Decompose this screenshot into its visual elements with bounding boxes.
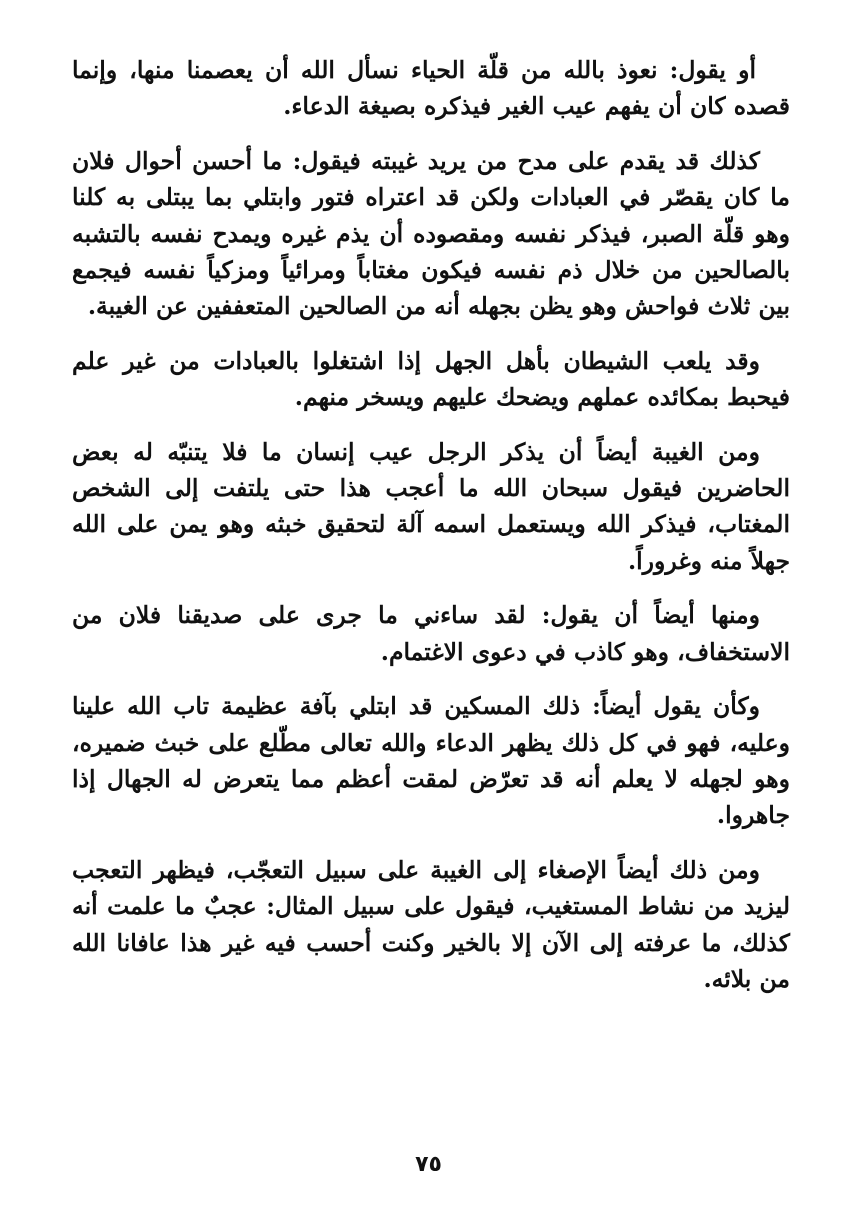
paragraph-4: ومن الغيبة أيضاً أن يذكر الرجل عيب إنسان ما فلا يتنبّه له بعض الحاضرين فيقول سبحان الله ما أعجب هذا حتى يلتفت إلى الشخص المغتاب، فيذكر الله ويستعمل اسمه آلة لتحقيق خبثه وهو يمن على الله جهلاً منه وغروراً. (72, 437, 790, 575)
paragraph-1: أو يقول: نعوذ بالله من قلّة الحياء نسأل الله أن يعصمنا منها، وإنما قصده كان أن يفهم عيب الغير فيذكره بصيغة الدعاء. (72, 56, 790, 121)
paragraph-7: ومن ذلك أيضاً الإصغاء إلى الغيبة على سبيل التعجّب، فيظهر التعجب ليزيد من نشاط المستغيب، فيقول على سبيل المثال: عجبٌ ما علمت أنه كذلك، ما عرفته إلى الآن إلا بالخير وكنت أحسب فيه غير هذا عافانا الله من بلائه. (72, 855, 790, 993)
paragraph-5: ومنها أيضاً أن يقول: لقد ساءني ما جرى على صديقنا فلان من الاستخفاف، وهو كاذب في دعوى الاغتمام. (72, 601, 790, 666)
paragraph-3: وقد يلعب الشيطان بأهل الجهل إذا اشتغلوا بالعبادات من غير علم فيحبط بمكائده عملهم ويضحك عليهم ويسخر منهم. (72, 346, 790, 412)
paragraph-6: وكأن يقول أيضاً: ذلك المسكين قد ابتلي بآفة عظيمة تاب الله علينا وعليه، فهو في كل ذلك يظهر الدعاء والله تعالى مطّلع على خبث ضميره، وهو لجهله لا يعلم أنه قد تعرّض لمقت أعظم مما يتعرض له الجهال إذا جاهروا. (72, 692, 790, 830)
page-number: ٧٥ (415, 1152, 442, 1177)
paragraph-2: كذلك قد يقدم على مدح من يريد غيبته فيقول: ما أحسن أحوال فلان ما كان يقصّر في العبادات ولكن قد اعتراه فتور وابتلي بما يبتلى به كلنا وهو قلّة الصبر، فيذكر نفسه ومقصوده أن يذم غيره ويمدح نفسه بالتشبه بالصالحين من خلال ذم نفسه فيكون مغتاباً ومرائياً ومزكياً نفسه فيجمع بين ثلاث فواحش وهو يظن بجهله أنه من الصالحين المتعففين عن الغيبة. (72, 146, 790, 321)
page-body (72, 52, 790, 1015)
